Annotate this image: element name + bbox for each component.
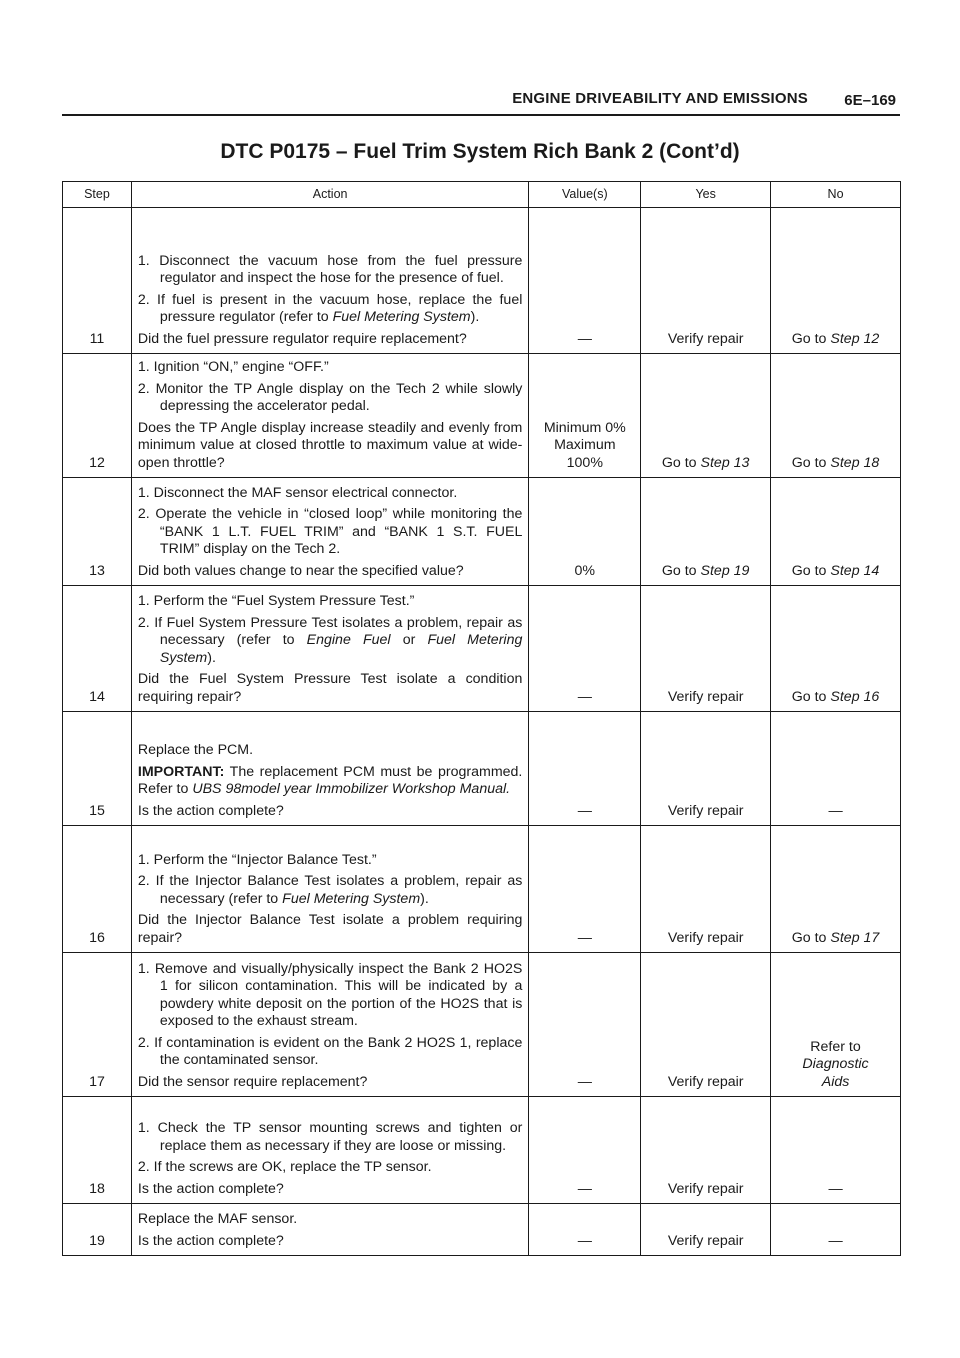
question: Did both values change to near the specified value?	[137, 562, 464, 579]
table-row	[63, 1097, 901, 1204]
step-number: 16	[63, 826, 132, 953]
action-cell	[131, 208, 528, 354]
action-step: 1. Remove and visually/physically inspect the Bank 2 HO2S 1 for silicon contamination. This will be indicated by a powdery white deposit on the portion of the HO2S that is exposed to the exhaust stream.	[137, 960, 523, 1029]
step-number: 11	[63, 208, 132, 354]
close-paren: ).	[207, 649, 216, 666]
reference-link: Fuel Metering System	[159, 632, 523, 666]
action-cell	[131, 712, 528, 826]
yes-cell: Verify repair	[641, 826, 771, 953]
value-cell: —	[529, 712, 641, 826]
action-step: 2. If the screws are OK, replace the TP sensor.	[137, 1159, 432, 1175]
goto-label: Go to	[661, 454, 697, 471]
action-step: 1. Disconnect the vacuum hose from the fuel pressure regulator and inspect the hose for the presence of fuel.	[137, 252, 523, 286]
action-cell	[131, 586, 528, 712]
reference-link: Aids	[821, 1073, 850, 1090]
important-note	[138, 764, 522, 799]
col-header-yes: Yes	[641, 182, 771, 208]
col-header-action: Action	[131, 182, 528, 208]
yes-cell: Verify repair	[641, 953, 771, 1097]
action-text: Replace the PCM.	[137, 742, 254, 758]
action-text: 2. If the Injector Balance Test isolates a problem, repair as necessary	[137, 873, 523, 907]
refer-to-label: Refer to	[810, 1038, 861, 1055]
header-rule	[62, 114, 900, 116]
goto-label: Go to	[661, 562, 697, 579]
table-row	[63, 208, 901, 354]
action-text: Replace the MAF sensor.	[137, 1211, 298, 1227]
reference-link: Diagnostic	[802, 1056, 869, 1072]
step-reference: Step 12	[830, 330, 880, 347]
table-header-row	[63, 182, 901, 208]
reference-link: Engine Fuel	[306, 632, 391, 648]
no-cell: —	[771, 1204, 901, 1256]
value-cell: —	[529, 586, 641, 712]
action-step	[138, 873, 522, 908]
col-header-step: Step	[63, 182, 132, 208]
no-cell: —	[771, 1097, 901, 1204]
table-row	[63, 478, 901, 586]
action-cell	[131, 478, 528, 586]
important-label: IMPORTANT:	[137, 763, 225, 780]
action-step: 1. Perform the “Injector Balance Test.”	[137, 851, 377, 868]
note-text: The replacement PCM must be programmed. Refer to	[137, 763, 523, 797]
action-step: 1. Disconnect the MAF sensor electrical connector.	[137, 484, 458, 501]
goto-label: Go to	[791, 929, 827, 946]
no-cell	[771, 586, 901, 712]
question: Did the fuel pressure regulator require replacement?	[137, 330, 467, 347]
goto-label: Go to	[791, 454, 827, 471]
question: Did the sensor require replacement?	[137, 1073, 368, 1090]
value-max: 100%	[566, 454, 603, 471]
table-row	[63, 953, 901, 1097]
action-cell	[131, 953, 528, 1097]
no-cell	[771, 826, 901, 953]
step-reference: Step 16	[830, 688, 880, 705]
page-number: 6E–169	[844, 92, 896, 109]
action-step: 2. Operate the vehicle in “closed loop” while monitoring the “BANK 1 L.T. FUEL TRIM” and “BANK 1 S.T. FUEL TRIM” display on the Tech 2.	[137, 506, 523, 557]
action-step: 1. Ignition “ON,” engine “OFF.”	[137, 359, 329, 375]
yes-cell	[641, 478, 771, 586]
yes-cell: Verify repair	[641, 208, 771, 354]
question: Did the Fuel System Pressure Test isolate a condition requiring repair?	[137, 671, 523, 705]
goto-label: Go to	[791, 688, 827, 705]
table-row	[63, 1204, 901, 1256]
step-reference: Step 19	[700, 562, 750, 579]
step-number: 18	[63, 1097, 132, 1204]
close-paren: ).	[420, 890, 429, 907]
value-cell: —	[529, 1097, 641, 1204]
value-min: Minimum 0%	[543, 419, 626, 436]
step-reference: Step 14	[830, 562, 880, 579]
yes-cell: Verify repair	[641, 586, 771, 712]
step-number: 12	[63, 354, 132, 478]
action-cell	[131, 1204, 528, 1256]
close-paren: ).	[470, 309, 480, 325]
col-header-values: Value(s)	[529, 182, 641, 208]
step-reference: Step 13	[700, 454, 750, 471]
page-header	[62, 86, 900, 116]
diagnostic-table	[62, 181, 901, 1256]
yes-cell: Verify repair	[641, 1097, 771, 1204]
step-number: 13	[63, 478, 132, 586]
table-row	[63, 354, 901, 478]
question: Is the action complete?	[137, 802, 284, 819]
action-step	[138, 292, 522, 327]
value-cell: —	[529, 208, 641, 354]
step-number: 17	[63, 953, 132, 1097]
step-number: 14	[63, 586, 132, 712]
goto-label: Go to	[791, 562, 827, 579]
reference-link: Fuel Metering System	[282, 890, 421, 907]
section-title: ENGINE DRIVEABILITY AND EMISSIONS	[512, 90, 808, 107]
value-cell: —	[529, 953, 641, 1097]
step-number: 15	[63, 712, 132, 826]
table-row	[63, 712, 901, 826]
no-cell	[771, 208, 901, 354]
reference-link: UBS 98model year Immobilizer Workshop Manual.	[192, 781, 511, 797]
col-header-no: No	[771, 182, 901, 208]
action-step: 1. Perform the “Fuel System Pressure Test.”	[137, 593, 415, 609]
no-cell	[771, 478, 901, 586]
step-reference: Step 17	[830, 929, 880, 946]
table-row	[63, 826, 901, 953]
action-cell	[131, 826, 528, 953]
refer-to-text: (refer to	[228, 890, 279, 907]
value-max-label: Maximum	[554, 437, 616, 453]
action-step	[138, 615, 522, 668]
table-row	[63, 586, 901, 712]
action-step: 2. If contamination is evident on the Bank 2 HO2S 1, replace the contaminated sensor.	[137, 1034, 523, 1068]
question: Is the action complete?	[137, 1232, 284, 1249]
step-reference: Step 18	[830, 454, 880, 471]
value-cell: —	[529, 1204, 641, 1256]
value-cell	[529, 354, 641, 478]
yes-cell	[641, 354, 771, 478]
action-step: 1. Check the TP sensor mounting screws and tighten or replace them as necessary if they are loose or missing.	[137, 1120, 523, 1154]
no-cell: —	[771, 712, 901, 826]
action-text: 2. If Fuel System Pressure Test isolates a problem, repair as necessary (refer to	[137, 614, 523, 648]
action-cell	[131, 354, 528, 478]
no-cell	[771, 354, 901, 478]
yes-cell: Verify repair	[641, 712, 771, 826]
action-step: 2. Monitor the TP Angle display on the Tech 2 while slowly depressing the accelerator pedal.	[137, 380, 523, 414]
value-cell: —	[529, 826, 641, 953]
action-text: 2. If fuel is present in the vacuum hose, replace the fuel pressure regulator (refer to	[137, 291, 523, 325]
value-cell: 0%	[529, 478, 641, 586]
question: Did the Injector Balance Test isolate a problem requiring repair?	[137, 912, 523, 946]
question: Does the TP Angle display increase steadily and evenly from minimum value at closed throttle to maximum value at wide-open throttle?	[137, 419, 523, 471]
reference-link: Fuel Metering System	[332, 309, 471, 325]
or-text: or	[402, 632, 416, 648]
question: Is the action complete?	[137, 1180, 284, 1197]
no-cell	[771, 953, 901, 1097]
step-number: 19	[63, 1204, 132, 1256]
document-title: DTC P0175 – Fuel Trim System Rich Bank 2 (Cont’d)	[220, 140, 740, 163]
yes-cell: Verify repair	[641, 1204, 771, 1256]
action-cell	[131, 1097, 528, 1204]
goto-label: Go to	[791, 330, 827, 347]
